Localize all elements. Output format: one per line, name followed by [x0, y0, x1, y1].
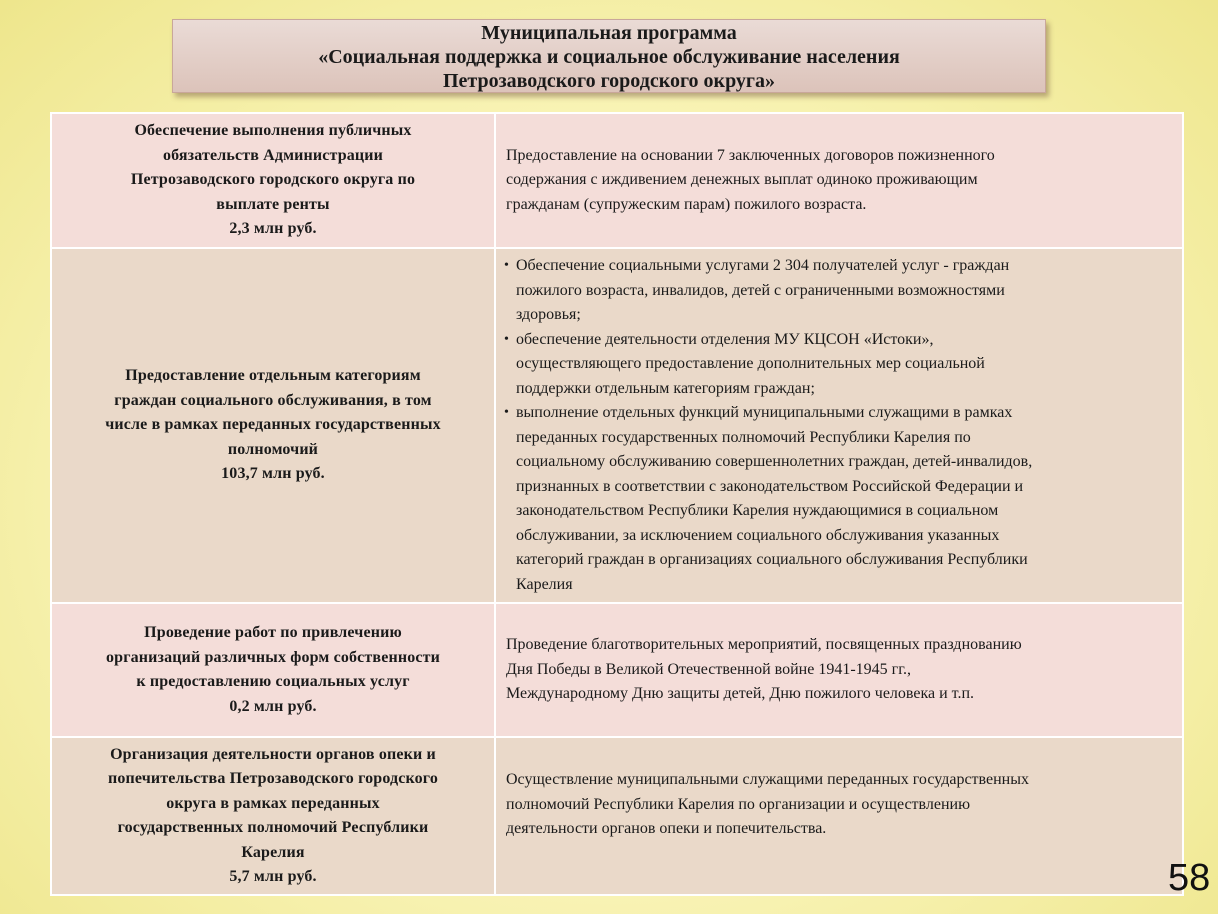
- description-line: Проведение благотворительных мероприятий, посвященных празднованию: [506, 636, 1022, 654]
- bullet-line: законодательством Республики Карелия нуждающимися в социальном: [516, 502, 999, 519]
- task-line: выплате ренты: [216, 195, 330, 213]
- task-line: полномочий: [227, 440, 319, 458]
- title-line-3: Петрозаводского городского округа»: [442, 70, 776, 92]
- bullet-line: социальному обслуживанию совершеннолетних граждан, детей-инвалидов,: [516, 453, 1033, 470]
- bullet-line: категорий граждан в организациях социального обслуживания Республики: [516, 551, 1028, 568]
- bullet-line: признанных в соответствии с законодательством Российской Федерации и: [516, 477, 1024, 495]
- task-cell: [51, 603, 495, 737]
- bullet-line: • обеспечение деятельности отделения МУ КЦСОН «Истоки»,: [516, 330, 934, 348]
- task-line: Предоставление отдельным категориям: [125, 367, 421, 385]
- bullet-line: пожилого возраста, инвалидов, детей с ограниченными возможностями: [516, 281, 1005, 299]
- description-cell: [495, 248, 1183, 603]
- title-line-2: «Социальная поддержка и социальное обслуживание населения: [318, 46, 900, 68]
- table-row: [51, 603, 1183, 737]
- task-line: Обеспечение выполнения публичных: [134, 122, 412, 140]
- description-line: Осуществление муниципальными служащими переданных государственных: [506, 771, 1029, 788]
- description-line: Международному Дню защиты детей, Дню пожилого человека и т.п.: [506, 685, 975, 703]
- slide-title: [172, 19, 1046, 93]
- task-amount: 103,7 млн руб.: [221, 465, 325, 483]
- bullet-line: осуществляющего предоставление дополнительных мер социальной: [516, 355, 985, 372]
- description-cell: [495, 737, 1183, 895]
- bullet-line: здоровья;: [516, 306, 581, 323]
- bullet-line: • выполнение отдельных функций муниципальными служащими в рамках: [516, 404, 1013, 421]
- task-line: Карелия: [241, 843, 305, 861]
- task-line: Организация деятельности органов опеки и: [110, 745, 436, 763]
- table-row: [51, 737, 1183, 895]
- title-line-1: Муниципальная программа: [481, 22, 737, 44]
- task-cell: [51, 737, 495, 895]
- task-line: граждан социального обслуживания, в том: [114, 391, 432, 409]
- description-line: гражданам (супружеским парам) пожилого возраста.: [506, 195, 867, 213]
- task-line: округа в рамках переданных: [166, 794, 380, 812]
- description-line: Предоставление на основании 7 заключенных договоров пожизненного: [506, 146, 995, 164]
- task-cell: [51, 248, 495, 603]
- task-line: Петрозаводского городского округа по: [130, 171, 416, 189]
- bullet-line: обслуживании, за исключением социального обслуживания указанных: [516, 526, 1000, 544]
- table-row: [51, 113, 1183, 248]
- task-amount: 2,3 млн руб.: [229, 220, 317, 238]
- bullet-line: Карелия: [516, 575, 573, 593]
- task-cell: [51, 113, 495, 248]
- page-number: 58: [1168, 857, 1211, 899]
- task-line: организаций различных форм собственности: [106, 648, 440, 666]
- bullet-list: [506, 254, 1172, 597]
- task-line: попечительства Петрозаводского городского: [108, 770, 438, 787]
- description-cell: [495, 113, 1183, 248]
- description-cell: [495, 603, 1183, 737]
- description-line: полномочий Республики Карелия по организации и осуществлению: [506, 795, 971, 813]
- bullet-item: [506, 254, 1172, 328]
- program-table: [50, 112, 1184, 896]
- task-amount: 0,2 млн руб.: [229, 697, 317, 715]
- bullet-item: [506, 401, 1172, 597]
- table-row: [51, 248, 1183, 603]
- bullet-line: поддержки отдельным категориям граждан;: [516, 379, 815, 397]
- task-line: Проведение работ по привлечению: [144, 624, 402, 641]
- description-line: Дня Победы в Великой Отечественной войне 1941-1945 гг.,: [506, 660, 911, 678]
- bullet-item: [506, 328, 1172, 402]
- task-amount: 5,7 млн руб.: [229, 868, 317, 885]
- bullet-line: • Обеспечение социальными услугами 2 304 получателей услуг - граждан: [516, 257, 1010, 274]
- task-line: к предоставлению социальных услуг: [136, 673, 410, 690]
- description-line: деятельности органов опеки и попечительства.: [506, 820, 827, 837]
- task-line: числе в рамках переданных государственных: [105, 416, 441, 434]
- description-line: содержания с иждивением денежных выплат одиноко проживающим: [506, 171, 978, 189]
- task-line: государственных полномочий Республики: [117, 819, 429, 836]
- task-line: обязательств Администрации: [162, 146, 384, 164]
- bullet-line: переданных государственных полномочий Республики Карелия по: [516, 428, 971, 446]
